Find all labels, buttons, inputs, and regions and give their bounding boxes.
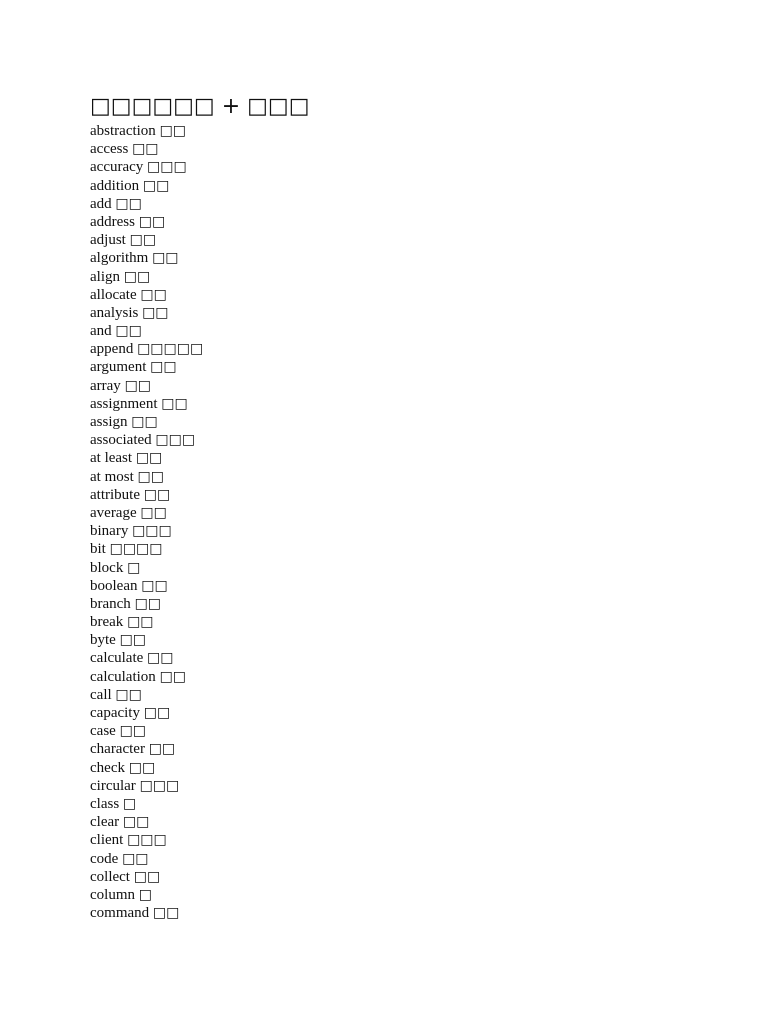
term-translation: □□ (140, 286, 167, 303)
term-translation: □□ (138, 213, 166, 230)
term-item (90, 304, 690, 322)
term-english: case (90, 723, 116, 740)
term-english: addition (90, 177, 140, 194)
term-item (90, 813, 690, 831)
term-english: add (90, 195, 112, 212)
term-item (90, 468, 690, 486)
term-english: assign (90, 414, 128, 430)
term-english: break (90, 614, 124, 631)
term-translation: □□ (128, 759, 156, 776)
term-translation: □□ (131, 414, 158, 430)
term-english: code (90, 850, 119, 867)
term-item (90, 795, 690, 813)
term-english: align (90, 268, 120, 285)
term-english: adjust (90, 232, 126, 249)
term-item (90, 522, 690, 540)
term-item (90, 158, 690, 176)
term-item (90, 122, 690, 140)
term-translation: □□ (134, 595, 162, 612)
term-item (90, 249, 690, 267)
term-translation: □□ (140, 504, 167, 521)
document-title: □□□□□□ + □□□ (90, 94, 310, 119)
term-item (90, 850, 690, 868)
term-translation: □□ (159, 668, 187, 685)
term-item (90, 759, 690, 777)
term-translation: □□ (135, 450, 163, 467)
document-page (90, 92, 690, 922)
term-english: at least (90, 450, 133, 467)
term-item (90, 740, 690, 758)
term-translation: □ (127, 559, 141, 576)
term-item (90, 195, 690, 213)
term-item (90, 322, 690, 340)
term-translation: □□ (142, 304, 169, 321)
term-translation: □□□ (139, 777, 180, 794)
term-english: attribute (90, 486, 140, 503)
term-english: abstraction (90, 123, 156, 139)
term-translation: □□□ (127, 832, 167, 849)
term-english: capacity (90, 705, 140, 721)
term-item (90, 177, 690, 195)
term-english: circular (90, 777, 136, 794)
term-translation: □□ (147, 650, 174, 667)
term-english: and (90, 323, 112, 340)
term-english: character (90, 741, 145, 758)
term-item (90, 577, 690, 595)
term-item (90, 595, 690, 613)
term-english: command (90, 905, 150, 922)
term-translation: □□ (127, 614, 154, 631)
term-english: bit (90, 541, 106, 558)
term-english: class (90, 795, 120, 812)
term-item (90, 649, 690, 667)
term-item (90, 722, 690, 740)
term-translation: □□ (143, 486, 171, 503)
term-item (90, 904, 690, 922)
term-translation: □□ (122, 850, 149, 867)
term-english: branch (90, 595, 131, 612)
term-english: calculation (90, 668, 156, 685)
term-translation: □□ (123, 268, 151, 285)
term-translation: □ (138, 886, 152, 903)
term-item (90, 140, 690, 158)
term-translation: □□□ (147, 159, 187, 176)
term-english: collect (90, 868, 130, 885)
term-english: argument (90, 359, 147, 376)
term-english: clear (90, 814, 120, 831)
term-english: assignment (90, 395, 158, 412)
term-item (90, 613, 690, 631)
term-translation: □□ (161, 395, 188, 412)
term-english: array (90, 377, 121, 394)
term-translation: □□ (143, 705, 171, 721)
term-translation: □□ (119, 723, 147, 740)
term-item (90, 395, 690, 413)
term-english: calculate (90, 650, 144, 667)
term-translation: □□ (150, 359, 177, 376)
term-translation: □□ (129, 232, 157, 249)
term-list (90, 122, 690, 922)
term-translation: □ (122, 795, 137, 812)
term-english: allocate (90, 286, 137, 303)
term-item (90, 686, 690, 704)
term-english: client (90, 832, 124, 849)
term-translation: □□□ (155, 432, 196, 449)
term-english: call (90, 686, 112, 703)
term-english: address (90, 213, 135, 230)
term-item (90, 286, 690, 304)
term-translation: □□ (141, 577, 168, 594)
term-item (90, 668, 690, 686)
term-english: byte (90, 632, 116, 649)
term-translation: □□ (115, 195, 142, 212)
term-english: analysis (90, 304, 139, 321)
term-item (90, 431, 690, 449)
term-translation: □□ (142, 177, 170, 194)
term-item (90, 268, 690, 286)
term-translation: □□ (152, 250, 179, 267)
term-item (90, 886, 690, 904)
term-english: algorithm (90, 250, 149, 267)
term-translation: □□ (133, 868, 161, 885)
term-item (90, 377, 690, 395)
term-translation: □□ (122, 814, 150, 831)
term-translation: □□ (119, 632, 147, 649)
term-translation: □□ (115, 323, 142, 340)
term-item (90, 504, 690, 522)
term-item (90, 213, 690, 231)
term-translation: □□ (124, 377, 152, 394)
term-english: append (90, 341, 134, 358)
term-item (90, 831, 690, 849)
term-item (90, 540, 690, 558)
term-english: binary (90, 523, 129, 540)
term-translation: □□ (148, 741, 176, 758)
term-item (90, 777, 690, 795)
term-english: check (90, 759, 125, 776)
term-english: block (90, 559, 124, 576)
term-item (90, 704, 690, 722)
term-translation: □□ (159, 123, 187, 139)
term-english: at most (90, 468, 134, 485)
term-english: boolean (90, 577, 138, 594)
term-translation: □□ (132, 141, 159, 158)
term-item (90, 449, 690, 467)
term-translation: □□ (137, 468, 164, 485)
term-item (90, 486, 690, 504)
term-translation: □□□□□ (137, 341, 204, 358)
term-english: associated (90, 432, 152, 449)
term-translation: □□ (115, 686, 142, 703)
term-item (90, 340, 690, 358)
term-english: column (90, 886, 135, 903)
term-translation: □□□ (132, 523, 172, 540)
term-item (90, 631, 690, 649)
term-translation: □□□□ (109, 541, 163, 558)
term-item (90, 559, 690, 577)
term-item (90, 868, 690, 886)
term-translation: □□ (152, 905, 180, 922)
term-item (90, 358, 690, 376)
term-item (90, 413, 690, 431)
term-item (90, 231, 690, 249)
term-english: access (90, 141, 129, 158)
term-english: average (90, 504, 137, 521)
term-english: accuracy (90, 159, 144, 176)
